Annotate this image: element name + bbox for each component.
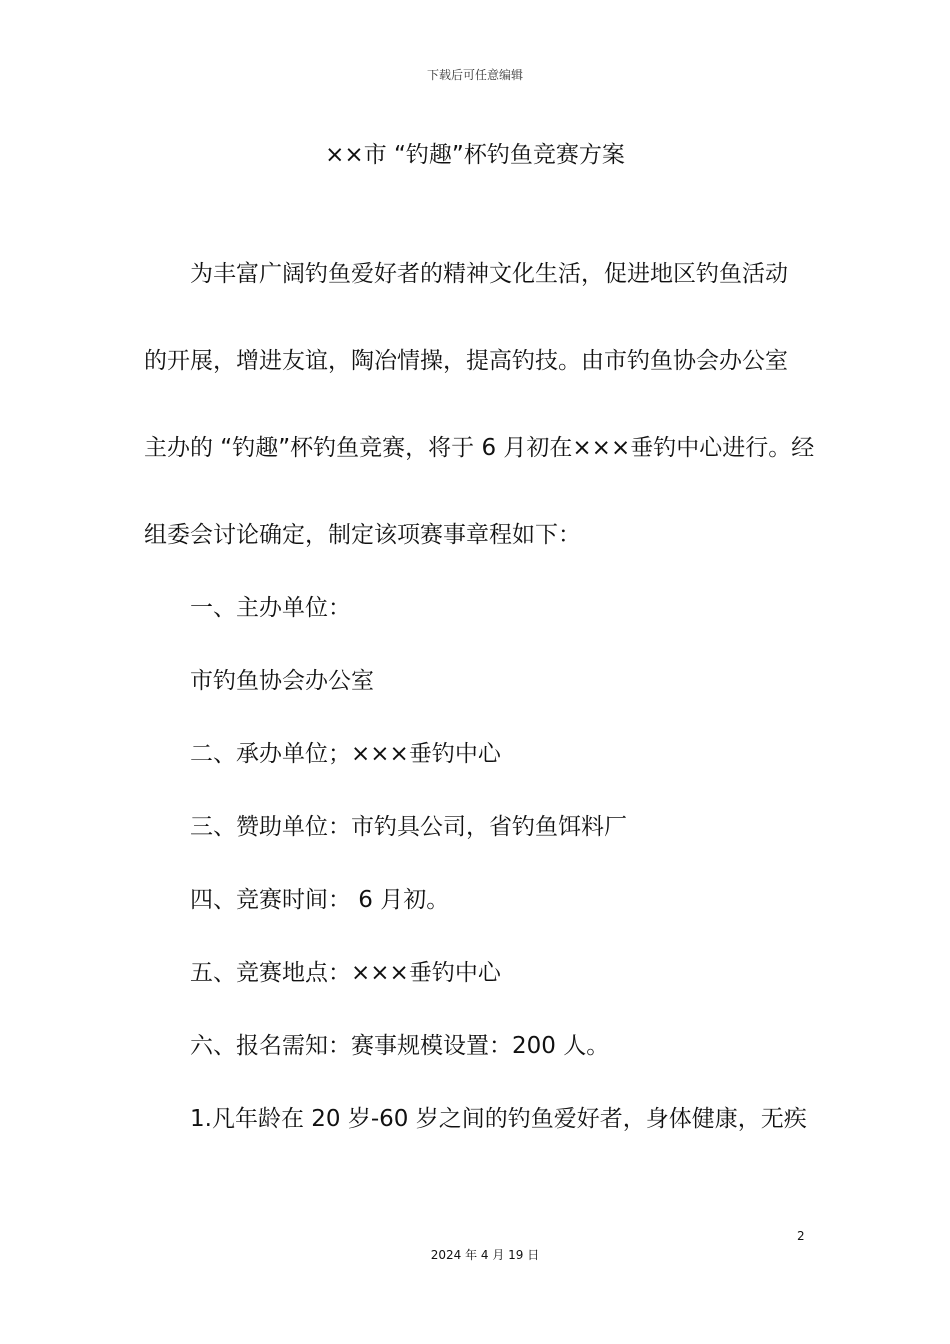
section-undertaker: 二、承办单位；×××垂钓中心 bbox=[190, 741, 501, 767]
section-sponsor: 三、赞助单位：市钓具公司，省钓鱼饵料厂 bbox=[190, 814, 627, 840]
section-registration: 六、报名需知：赛事规模设置：200 人。 bbox=[190, 1033, 610, 1059]
document-title: ××市 “钓趣”杯钓鱼竞赛方案 bbox=[325, 142, 625, 168]
header-note: 下载后可任意编辑 bbox=[426, 68, 523, 82]
section-heading-organizer: 一、主办单位： bbox=[190, 595, 351, 621]
registration-item-1: 1.凡年龄在 20 岁-60 岁之间的钓鱼爱好者，身体健康，无疾 bbox=[190, 1106, 807, 1132]
section-time: 四、竞赛时间： 6 月初。 bbox=[190, 887, 450, 913]
intro-line: 的开展，增进友谊，陶冶情操，提高钓技。由市钓鱼协会办公室 bbox=[144, 348, 788, 374]
section-location: 五、竞赛地点：×××垂钓中心 bbox=[190, 960, 501, 986]
intro-line: 组委会讨论确定，制定该项赛事章程如下： bbox=[144, 522, 581, 548]
footer-date: 2024 年 4 月 19 日 bbox=[430, 1248, 540, 1262]
intro-line: 为丰富广阔钓鱼爱好者的精神文化生活，促进地区钓鱼活动 bbox=[190, 261, 788, 287]
page-number: 2 bbox=[797, 1229, 805, 1243]
intro-line: 主办的 “钓趣”杯钓鱼竞赛，将于 6 月初在×××垂钓中心进行。经 bbox=[144, 435, 815, 461]
organizer-value: 市钓鱼协会办公室 bbox=[190, 668, 374, 694]
